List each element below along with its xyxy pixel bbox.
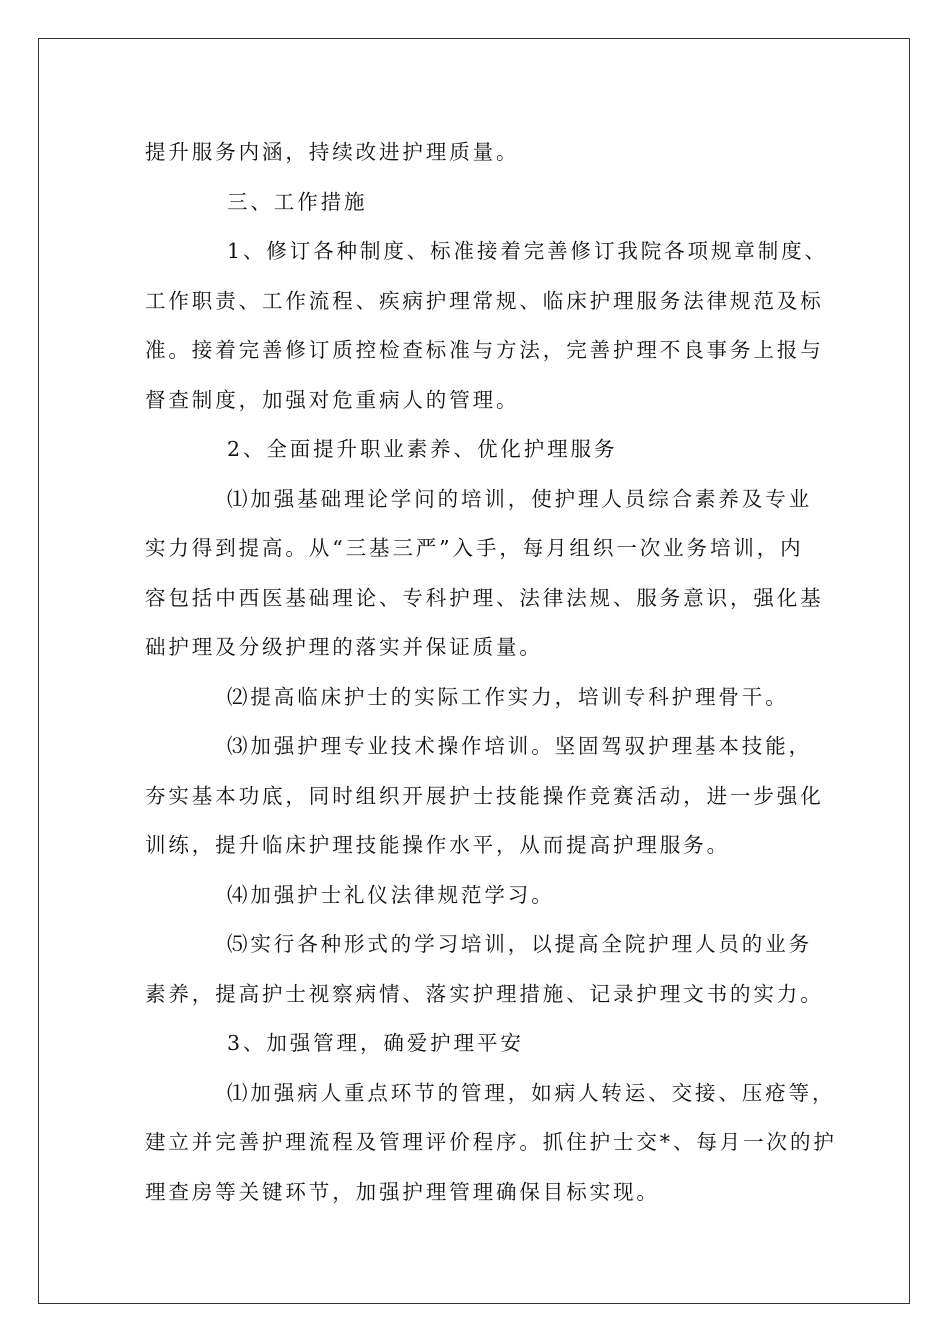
paragraph-line: 提升服务内涵，持续改进护理质量。 xyxy=(145,140,520,164)
paragraph-line: ⑷加强护士礼仪法律规范学习。 xyxy=(227,882,555,907)
paragraph-line: 工作职责、工作流程、疾病护理常规、临床护理服务法律规范及标 xyxy=(145,288,824,313)
document-body xyxy=(145,128,837,1217)
paragraph-line: 建立并完善护理流程及管理评价程序。抓住护士交*、每月一次的护 xyxy=(145,1130,837,1154)
paragraph-line: 理查房等关键环节，加强护理管理确保目标实现。 xyxy=(145,1179,660,1204)
paragraph-line: 素养，提高护士视察病情、落实护理措施、记录护理文书的实力。 xyxy=(145,981,824,1006)
paragraph-line: 容包括中西医基础理论、专科护理、法律法规、服务意识，强化基 xyxy=(145,585,824,610)
paragraph-line: 1、修订各种制度、标准接着完善修订我院各项规章制度、 xyxy=(227,239,828,263)
paragraph-line: ⑴加强病人重点环节的管理，如病人转运、交接、压疮等， xyxy=(227,1080,836,1105)
section-heading: 三、工作措施 xyxy=(227,189,368,214)
paragraph-line: 准。接着完善修订质控检查标准与方法，完善护理不良事务上报与 xyxy=(145,338,824,362)
paragraph-line: 督查制度，加强对危重病人的管理。 xyxy=(145,387,520,412)
subsection-heading: 3、加强管理，确爱护理平安 xyxy=(227,1031,524,1055)
paragraph-line: ⑴加强基础理论学问的培训，使护理人员综合素养及专业 xyxy=(227,486,812,511)
paragraph-line: ⑸实行各种形式的学习培训，以提高全院护理人员的业务 xyxy=(227,932,812,956)
paragraph-line: ⑵提高临床护士的实际工作实力，培训专科护理骨干。 xyxy=(227,684,789,709)
paragraph-line: 础护理及分级护理的落实并保证质量。 xyxy=(145,635,543,659)
paragraph-line: 实力得到提高。从“三基三严”入手，每月组织一次业务培训，内 xyxy=(145,536,804,560)
subsection-heading: 2、全面提升职业素养、优化护理服务 xyxy=(227,437,618,461)
paragraph-line: 训练，提升临床护理技能操作水平，从而提高护理服务。 xyxy=(145,833,730,857)
paragraph-line: ⑶加强护理专业技术操作培训。坚固驾驭护理基本技能， xyxy=(227,734,812,758)
paragraph-line: 夯实基本功底，同时组织开展护士技能操作竞赛活动，进一步强化 xyxy=(145,783,824,808)
